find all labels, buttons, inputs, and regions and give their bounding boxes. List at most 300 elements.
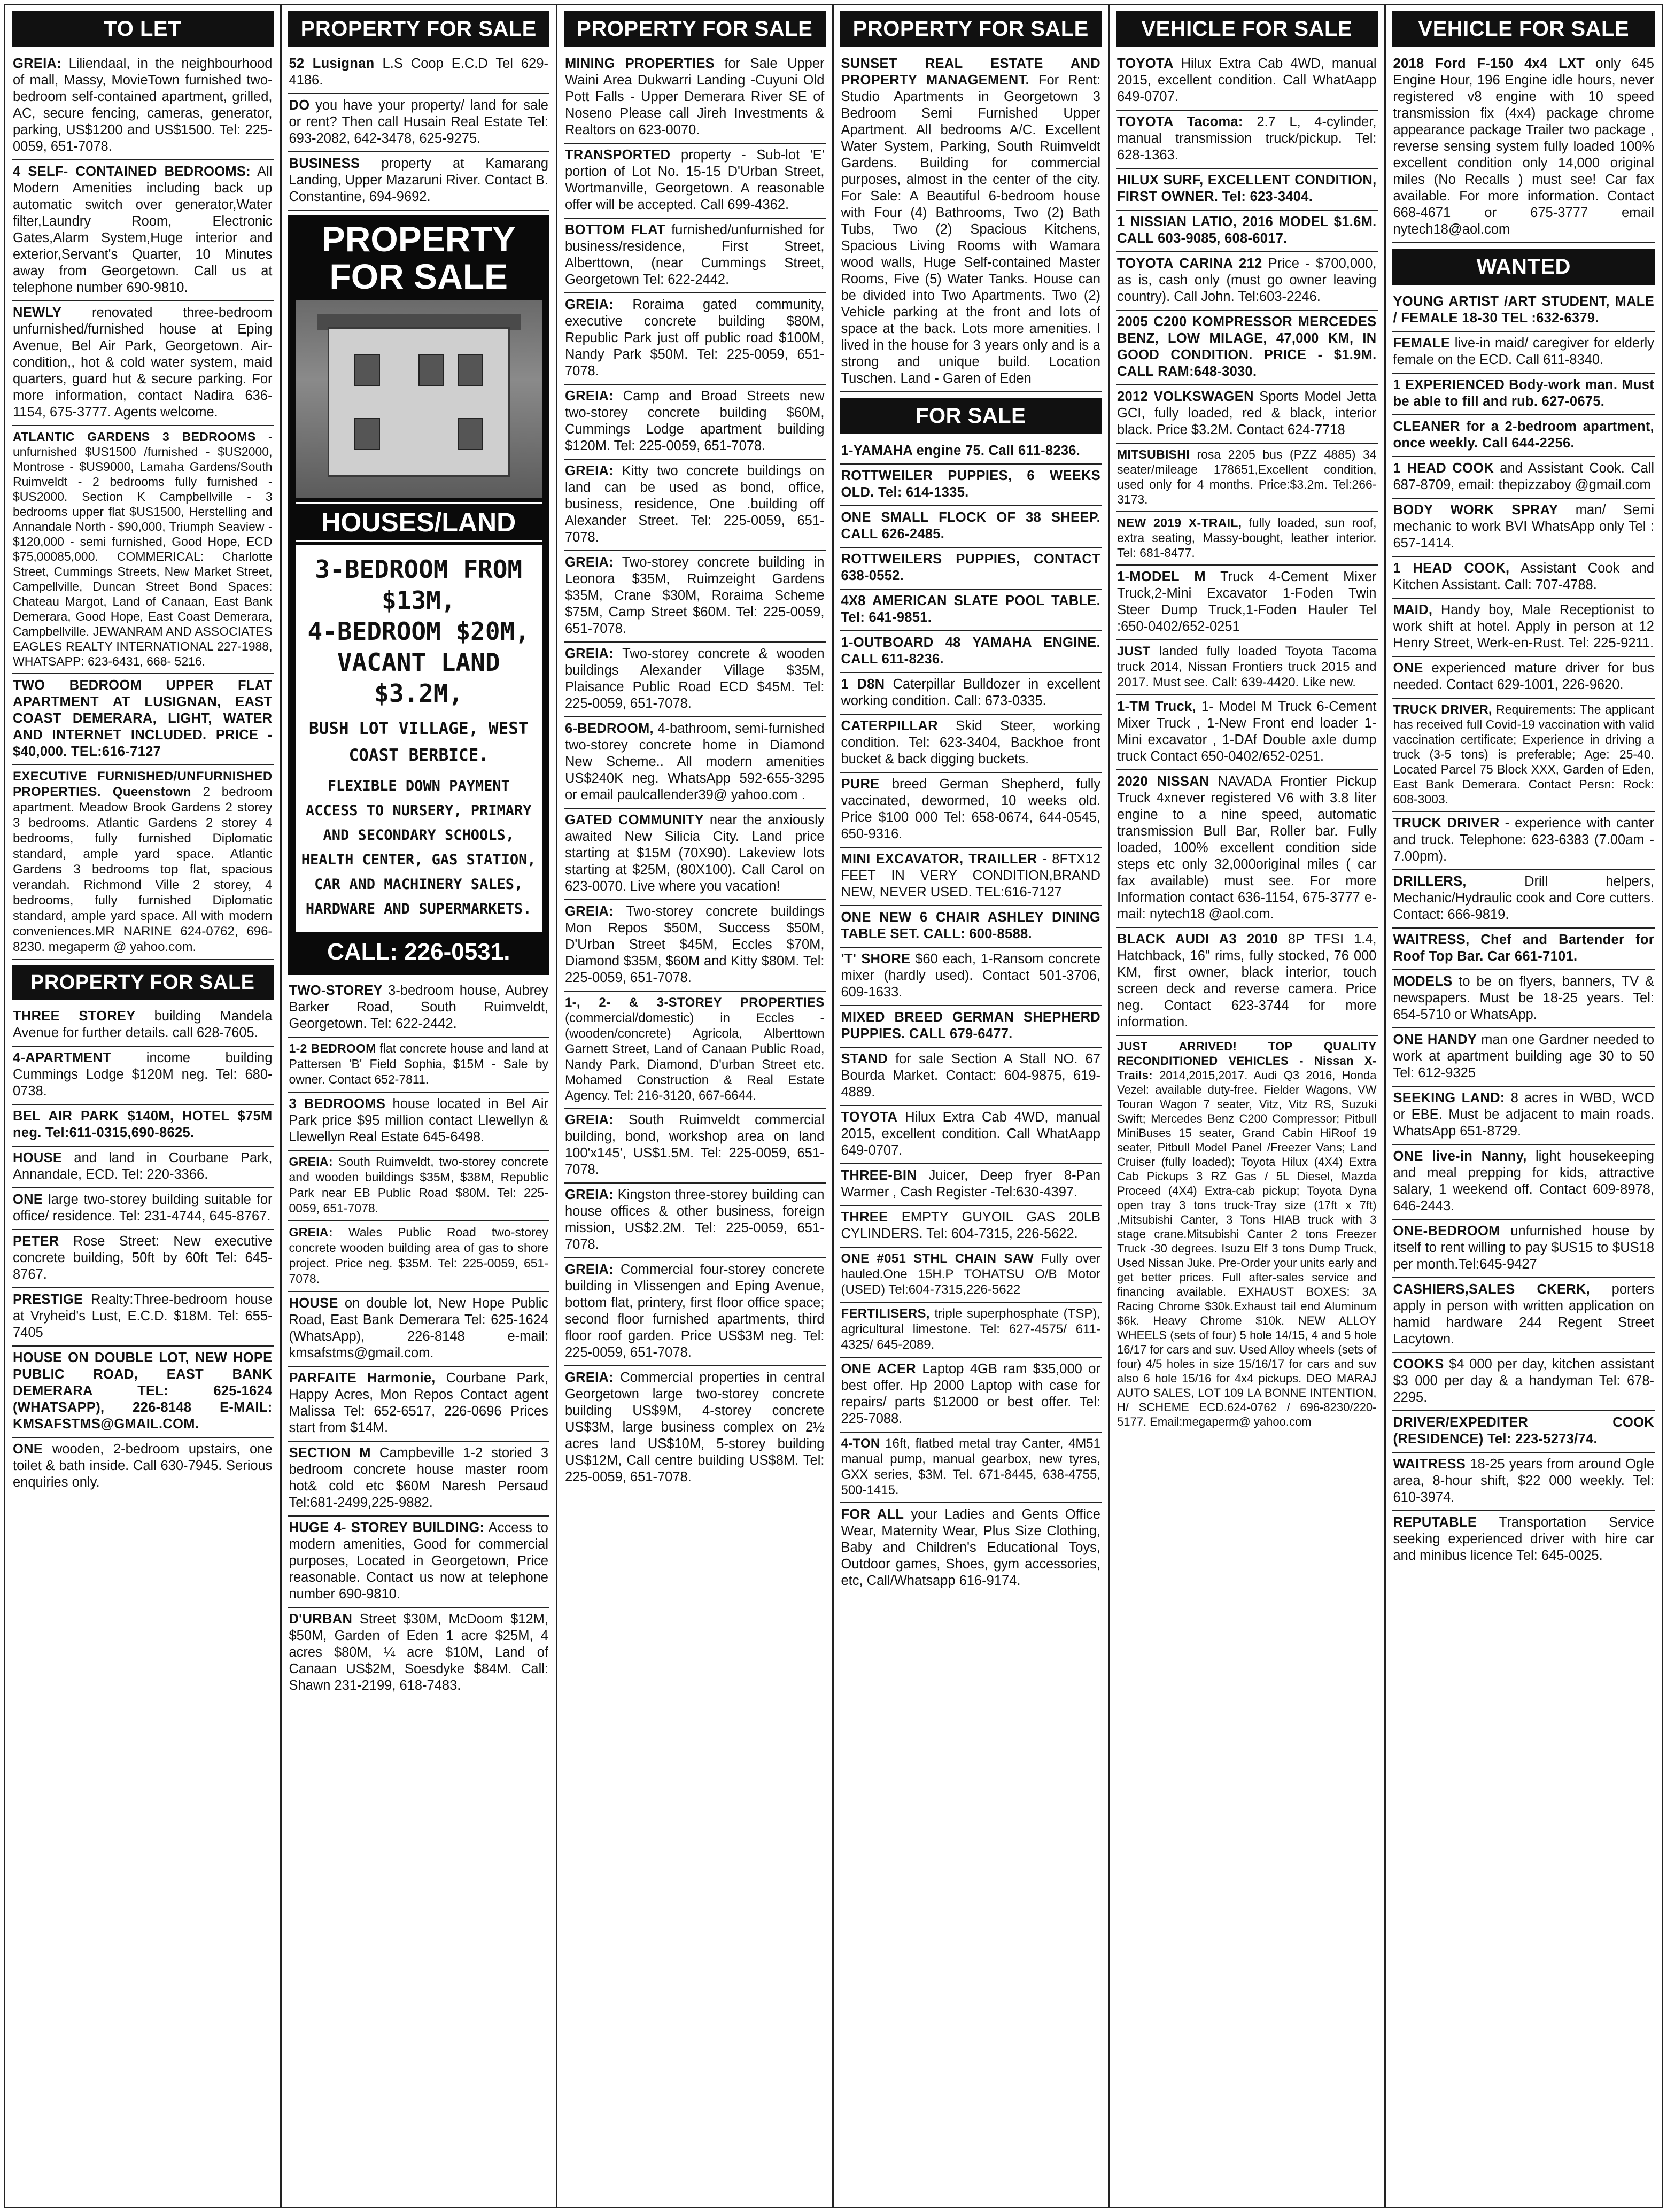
classified-ad	[840, 848, 1102, 906]
classified-ad	[1392, 929, 1656, 970]
ad-lead: BLACK AUDI A3 2010	[1117, 932, 1278, 947]
ad-lead: 4X8 AMERICAN SLATE POOL TABLE. Tel: 641-9851.	[841, 593, 1100, 625]
ad-lead: HILUX SURF, EXCELLENT CONDITION, FIRST OWNER. Tel: 623-3404.	[1117, 173, 1377, 204]
classified-ad	[564, 900, 826, 992]
ad-lead: NEWLY	[13, 305, 62, 320]
ad-lead: ONE	[13, 1192, 43, 1207]
section-header-property-for-sale: PROPERTY FOR SALE	[564, 11, 826, 47]
classified-ad	[12, 301, 274, 426]
classified-ad	[564, 1258, 826, 1366]
classified-ad	[1116, 211, 1378, 252]
ad-body: - unfurnished $US1500 /furnished - $US2000, Montrose - $US9000, Lamaha Gardens/South Ruimveldt - 2 bedrooms fully furnished - $US2000. Section K Campbellville - 3 bedrooms upper flat $US1500, Herstelling and Annandale North - $90,000, Triumph Seaview - $120,000 - semi furnished, Good Hope, ECD $75,00085,000. COMMERICAL: Charlotte Street, Cummings Streets, New Market Street, Campellville, Duncan Street Bond Spaces: Chateau Margot, Land of Canaan, East Bank Demerara, Good Hope, East Coast Demerara, Campbellville. JEWANRAM AND ASSOCIATES EAGLES REALTY INTERNATIONAL 227-1988, WHATSAPP: 623-6431, 668- 5216.	[13, 430, 273, 668]
ad-lead: ROTTWEILERS PUPPIES, CONTACT 638-0552.	[841, 552, 1100, 583]
ad-lead: HOUSE	[289, 1296, 338, 1311]
classified-ad	[1116, 566, 1378, 640]
ad-body: to be on flyers, banners, TV & newspapers. Must be 18-25 years. Tel: 654-5710 or WhatsApp.	[1393, 974, 1654, 1022]
ad-body: breed German Shepherd, fully vaccinated, dewormed, 10 weeks old. Price $100 000 Tel: 658-0674, 644-0545, 650-9316.	[841, 777, 1100, 841]
ad-body: renovated three-bedroom unfurnished/furnished house at Eping Avenue, Bel Air Park, Georgetown. Air-condition,, hot & cold water system, maid quarters, guard hut & secure parking. For more information, contact Nadira 636-1154, 675-3777. Agents welcome.	[13, 305, 273, 420]
classified-ad	[12, 426, 274, 674]
classified-ad	[288, 1151, 550, 1221]
ad-lead: 1 NISSIAN LATIO, 2016 MODEL $1.6M. CALL 603-9085, 608-6017.	[1117, 214, 1377, 246]
classified-ad	[1116, 311, 1378, 385]
classified-ad	[12, 1230, 274, 1288]
ad-body: NAVADA Frontier Pickup Truck 4xnever registered V6 with 3.8 liter engine to a nine speed, automatic transmission Bull Bar, Roller bar. Fully loaded, 100% excellent condition side steps etc only 32,000original miles ( car fax available) must see. For more Information contact 636-1154, 675-3777 e-mail: nytech18 @aol.com.	[1117, 774, 1377, 922]
ad-lead: THREE	[841, 1210, 888, 1225]
ad-body: - experience with canter and truck. Telephone: 623-6383 (7.00am - 7.00pm).	[1393, 816, 1654, 864]
ad-body: Fully over hauled.One 15H.P TOHATSU O/B Motor (USED) Tel:604-7315,226-5622	[841, 1251, 1100, 1297]
ad-body: Sports Model Jetta GCI, fully loaded, red & black, interior black. Price $3.2M. Contact 624-7718	[1117, 389, 1377, 437]
classified-ad	[840, 906, 1102, 948]
ad-body: Transportation Service seeking experienced driver with hire car and minibus licence Tel: 645-0025.	[1393, 1515, 1654, 1563]
ad-lead: GATED COMMUNITY	[565, 813, 704, 827]
house-window-shape	[458, 354, 483, 386]
ad-body: live-in maid/ caregiver for elderly female on the ECD. Call 611-8340.	[1393, 336, 1654, 367]
ad-lead: 1-YAMAHA engine 75. Call 611-8236.	[841, 443, 1081, 458]
ad-lead: ONE NEW 6 CHAIR ASHLEY DINING TABLE SET. CALL: 600-8588.	[841, 910, 1100, 941]
ad-lead: GREIA:	[13, 56, 62, 71]
classified-ad	[1116, 169, 1378, 211]
ad-body: All Modern Amenities including back up automatic switch over generator,Water filter,Laundry Room, Electronic Gates,Alarm System,Huge interior and exterior,Servant's Quarter, 10 Minutes away from Georgetown. Call us at telephone number 690-9810.	[13, 164, 273, 295]
classified-ad	[840, 52, 1102, 392]
classified-ad	[1116, 770, 1378, 928]
ad-lead: CASHIERS,SALES CKERK,	[1393, 1282, 1591, 1297]
section-header-vehicle-for-sale: VEHICLE FOR SALE	[1392, 11, 1656, 47]
classified-ad	[1116, 1036, 1378, 1433]
ad-lead: 6-BEDROOM,	[565, 721, 654, 736]
section-header-property-for-sale: PROPERTY FOR SALE	[12, 965, 274, 1000]
ad-body: Price - $700,000, as is, cash only (must go owner leaving country). Call John. Tel:603-2246.	[1117, 256, 1377, 304]
ad-lead: SUNSET REAL ESTATE AND PROPERTY MANAGEMENT.	[841, 56, 1100, 88]
ad-lead: REPUTABLE	[1393, 1515, 1477, 1530]
classified-ad	[288, 1367, 550, 1442]
ad-body: for sale Section A Stall NO. 67 Bourda Market. Contact: 604-9875, 619-4889.	[841, 1051, 1100, 1100]
ad-body: furnished/unfurnished for business/residence, First Street, Alberttown, (near Cummings Street, Georgetown Tel: 622-2442.	[565, 222, 825, 287]
classified-ad	[840, 1006, 1102, 1048]
ad-lead: GREIA:	[565, 646, 614, 661]
ad-lead: FEMALE	[1393, 336, 1451, 351]
classified-ad	[1116, 928, 1378, 1036]
ad-body: property at Kamarang Landing, Upper Mazaruni River. Contact B. Constantine, 694-9692.	[289, 156, 548, 204]
ad-lead: JUST	[1117, 644, 1151, 659]
ad-lead: 4 SELF- CONTAINED BEDROOMS:	[13, 164, 251, 179]
ad-lead: BOTTOM FLAT	[565, 222, 665, 237]
display-ad-title: PROPERTY FOR SALE	[321, 219, 516, 296]
ad-body: Handy boy, Male Receptionist to work shift at hotel. Apply in person at 12 Henry Street, Werk-en-Rust. Tel: 225-9211.	[1393, 602, 1654, 651]
classified-ad	[1392, 1278, 1656, 1353]
ad-lead: 1-, 2- & 3-STOREY PROPERTIES	[565, 995, 825, 1010]
classified-ad	[12, 1188, 274, 1230]
ad-lead: BUSINESS	[289, 156, 360, 171]
classified-ad	[12, 1438, 274, 1495]
display-ad-body	[296, 545, 542, 932]
classified-ad	[840, 1503, 1102, 1594]
ad-lead: 1-TM Truck,	[1117, 699, 1196, 714]
ad-body: Drill helpers, Mechanic/Hydraulic cook and Core cutters. Contact: 666-9819.	[1393, 874, 1654, 922]
classified-ad	[840, 673, 1102, 715]
ad-body: Commercial properties in central Georgetown large two-storey concrete building US$9M, 4-storey concrete US$3M, large business complex on 2½ acres land US$10M, 5-storey building US$12M, Call centre building US$8M. Tel: 225-0059, 651-7078.	[565, 1370, 825, 1484]
classified-ad	[564, 551, 826, 643]
ad-body: 3-bedroom house, Aubrey Barker Road, South Ruimveldt, Georgetown. Tel: 622-2442.	[289, 983, 548, 1031]
ad-body: triple superphosphate (TSP), agricultural limestone. Tel: 627-4575/ 611-4325/ 645-2089.	[841, 1306, 1100, 1352]
column-property-for-sale-2	[557, 5, 834, 2207]
ad-lead: 4-TON	[841, 1436, 880, 1451]
classified-ad	[840, 715, 1102, 773]
classified-ad	[1116, 252, 1378, 311]
ad-lead: GREIA:	[565, 297, 614, 312]
ad-lead: WAITRESS, Chef and Bartender for Roof Top Bar. Car 661-7101.	[1393, 932, 1654, 964]
classified-ad	[12, 1347, 274, 1438]
ad-lead: COOKS	[1393, 1357, 1444, 1372]
ad-body: Juicer, Deep fryer 8-Pan Warmer , Cash Register -Tel:630-4397.	[841, 1168, 1100, 1200]
ad-body: South Ruimveldt commercial building, bond, workshop area on land 100'x145', US$1.5M. Tel: 225-0059, 651-7078.	[565, 1112, 825, 1177]
classified-ad	[564, 219, 826, 293]
classified-ad	[1392, 332, 1656, 374]
ad-body: Two-storey concrete buildings Mon Repos $50M, Success $50M, D'Urban Street $45M, Eccles $70M, Diamond $35M, $60M and Kitty $80M. Tel: 225-0059, 651-7078.	[565, 904, 825, 985]
ad-body: $4 000 per day, kitchen assistant $3 000 per day & a handyman Tel: 678-2295.	[1393, 1357, 1654, 1405]
ad-lead: SEEKING LAND:	[1393, 1090, 1505, 1105]
ad-lead: JUST ARRIVED! TOP QUALITY RECONDITIONED VEHICLES - Nissan X-Trails:	[1117, 1040, 1377, 1082]
ad-body: experienced mature driver for bus needed. Contact 629-1001, 226-9620.	[1393, 661, 1654, 692]
ad-body: large two-storey building suitable for office/ residence. Tel: 231-4744, 645-8767.	[13, 1192, 273, 1224]
classified-ad	[840, 465, 1102, 506]
classified-ad	[288, 1608, 550, 1698]
ad-body: 16ft, flatbed metal tray Canter, 4M51 manual pump, manual gearbox, new tyres, GXX series, $3M. Tel. 671-8445, 638-4755, 500-1415.	[841, 1436, 1100, 1497]
ad-body: - 8FTX12 FEET IN VERY CONDITION,BRAND NEW, NEVER USED. TEL:616-7127	[841, 852, 1100, 900]
ad-lead: 2005 C200 KOMPRESSOR MERCEDES BENZ, LOW MILAGE, 47,000 KM, IN GOOD CONDITION. PRICE - $1.9M. CALL RAM:648-3030.	[1117, 314, 1377, 379]
classified-ad	[12, 1047, 274, 1105]
classified-ad	[1116, 695, 1378, 770]
classified-ad	[564, 385, 826, 460]
ad-lead: DRIVER/EXPEDITER COOK (RESIDENCE) Tel: 223-5273/74.	[1393, 1415, 1654, 1447]
ad-lead: GREIA:	[289, 1225, 333, 1239]
ad-lead: SECTION M	[289, 1445, 371, 1460]
ad-body: man one Gardner needed to work at apartment building age 30 to 50 Tel: 612-9325	[1393, 1032, 1655, 1080]
ad-lead: PURE	[841, 777, 880, 792]
classified-ad	[1116, 640, 1378, 695]
classified-ad	[1392, 1353, 1656, 1411]
ad-lead: GREIA:	[565, 1370, 614, 1385]
ad-body: on double lot, New Hope Public Road, East Bank Demerara Tel: 625-1624 (WhatsApp), 226-8148 e-mail: kmsafstms@gmail.com.	[289, 1296, 548, 1360]
ad-body: building Mandela Avenue for further details. call 628-7605.	[13, 1009, 273, 1040]
house-window-shape	[354, 418, 380, 450]
ad-lead: MITSUBISHI	[1117, 447, 1190, 461]
section-header-for-sale: FOR SALE	[840, 398, 1102, 434]
ad-lead: 1-OUTBOARD 48 YAMAHA ENGINE. CALL 611-8236.	[841, 635, 1100, 667]
classified-ad	[1392, 870, 1656, 929]
ad-lead: 4-APARTMENT	[13, 1050, 112, 1065]
classified-ad	[1392, 657, 1656, 699]
ad-lead: GREIA:	[565, 463, 614, 478]
display-ad-houses-land	[288, 215, 550, 975]
ad-lead: TOYOTA	[1117, 56, 1174, 71]
ad-body: Two-storey concrete building in Leonora $35M, Ruimzeight Gardens $35M, Crane $30M, Roraima Scheme $75M, Camp Street $60M. Tel: 225-0059, 651-7078.	[565, 555, 825, 636]
ad-lead: YOUNG ARTIST /ART STUDENT, MALE / FEMALE 18-30 TEL :632-6379.	[1393, 294, 1654, 326]
section-header-to-let: TO LET	[12, 11, 274, 47]
ad-lead: EXECUTIVE FURNISHED/UNFURNISHED PROPERTIES. Queenstown	[13, 769, 273, 799]
classified-ad	[12, 1288, 274, 1347]
classifieds-page	[4, 4, 1663, 2208]
classified-ad	[1392, 290, 1656, 332]
ad-lead: PETER	[13, 1234, 59, 1249]
ad-lead: TWO-STOREY	[289, 983, 383, 998]
display-ad-line: FLEXIBLE DOWN PAYMENT ACCESS TO NURSERY, PRIMARY AND SECONDARY SCHOOLS, HEALTH CENTER, GAS STATION, CAR AND MACHINERY SALES, HARDWARE AND SUPERMARKETS.	[301, 778, 536, 917]
ad-body: 2.7 L, 4-cylinder, manual transmission truck/pickup. Tel: 628-1363.	[1117, 114, 1377, 163]
ad-body: Street $30M, McDoom $12M, $50M, Garden of Eden 1 acre $25M, 4 acres $80M, ¼ acre $10M, Land of Canaan US$2M, Soesdyke $84M. Call: Shawn 231-2199, 618-7483.	[289, 1612, 548, 1693]
ad-body: Caterpillar Bulldozer in excellent working condition. Call: 673-0335.	[841, 677, 1101, 708]
ad-lead: PARFAITE Harmonie,	[289, 1371, 436, 1386]
ad-body: 2 bedroom apartment. Meadow Brook Gardens 2 storey 3 bedrooms. Atlantic Gardens 2 storey 4 bedrooms, fully furnished Diplomatic standard, ample yard space. Atlantic Gardens 3 bedrooms top flat, spacious verandah. Richmond Ville 2 storey, 4 bedrooms, fully furnished Diplomatic standard, ample yard space. All with modern conveniences.MR NARINE 624-0762, 696-8230. megaperm @ yahoo.com.	[13, 785, 273, 954]
classified-ad	[1116, 385, 1378, 444]
classified-ad	[1116, 512, 1378, 566]
ad-lead: TOYOTA CARINA 212	[1117, 256, 1262, 271]
classified-ad	[564, 643, 826, 717]
classified-ad	[1392, 1411, 1656, 1453]
classified-ad	[12, 765, 274, 960]
classified-ad	[288, 1221, 550, 1292]
ad-body: (commercial/domestic) in Eccles - (wooden/concrete) Agricola, Alberttown Garnett Street, Land of Canaan Public Road, Nandy Park, Diamond, D'urban Street etc. Mohamed Construction & Real Estate Agency. Tel: 216-3120, 667-6644.	[565, 1011, 825, 1103]
house-body-shape	[328, 327, 510, 477]
ad-lead: 2018 Ford F-150 4x4 LXT	[1393, 56, 1585, 71]
ad-lead: FOR ALL	[841, 1507, 904, 1522]
classified-ad	[1392, 499, 1656, 557]
classified-ad	[564, 144, 826, 219]
ad-lead: ONE	[13, 1442, 43, 1457]
ad-lead: GREIA:	[565, 904, 614, 919]
classified-ad	[564, 1366, 826, 1490]
ad-body: for Sale Upper Waini Area Dukwarri Landing -Cuyuni Old Pott Falls - Upper Demerara River SE of Noseno Please call Jireh Investments & Realtors on 623-0070.	[565, 56, 825, 137]
ad-body: porters apply in person with written application on hamid hardware 244 Regent Street Lacytown.	[1393, 1282, 1654, 1347]
ad-lead: 2012 VOLKSWAGEN	[1117, 389, 1254, 404]
column-vehicle-for-sale-1	[1110, 5, 1386, 2207]
ad-lead: 52 Lusignan	[289, 56, 375, 71]
classified-ad	[1392, 52, 1656, 243]
classified-ad	[564, 293, 826, 385]
classified-ad	[1392, 374, 1656, 415]
ad-body: Hilux Extra Cab 4WD, manual 2015, excellent condition. Call WhatAapp 649-0707.	[1117, 56, 1377, 104]
classified-ad	[840, 506, 1102, 548]
ad-lead: BODY WORK SPRAY	[1393, 502, 1559, 517]
ad-lead: DRILLERS,	[1393, 874, 1467, 889]
ad-lead: ONE	[1393, 661, 1423, 676]
ad-lead: TRUCK DRIVER	[1393, 816, 1500, 831]
ad-lead: 2020 NISSAN	[1117, 774, 1209, 789]
classified-ad	[564, 992, 826, 1109]
classified-ad	[564, 1109, 826, 1184]
ad-lead: CATERPILLAR	[841, 718, 938, 733]
classified-ad	[564, 1184, 826, 1258]
ad-body: and land in Courbane Park, Annandale, ECD. Tel: 220-3366.	[13, 1150, 273, 1182]
classified-ad	[1392, 970, 1656, 1028]
ad-lead: HOUSE ON DOUBLE LOT, NEW HOPE PUBLIC ROAD, EAST BANK DEMERARA TEL: 625-1624 (WHATSAPP), 226-8148 E-MAIL: KMSAFSTMS@GMAIL.COM.	[13, 1350, 273, 1432]
ad-body: For Rent: Studio Apartments in Georgetown 3 Bedroom Semi Furnished Upper Apartment. All bedrooms A/C. Excellent Water System, Parking, South Ruimveldt Gardens. Building for commercial purposes, almost in the center of the city. For Sale: A Beautiful 6-bedroom house with Four (4) Bathrooms, Two (2) Bath Tubs, Two (2) Spacious Kitchens, Spacious Living Rooms with Wamara wood walls, Huge Self-contained Master Rooms, Five (5) Water Tanks. House can be divided into Two Apartments. Two (2) Vehicle parking at the front and lots of space at the back. Lots more amenities. I lived in the house for 3 years only and is a strong and unique build. Location Tuschen. Land - Garen of Eden	[841, 73, 1100, 386]
classified-ad	[564, 809, 826, 900]
ad-body: Kitty two concrete buildings on land can be used as bond, office, business, residence, One .building off Alexander Street. Tel: 225-0059, 651-7078.	[565, 463, 825, 545]
ad-body: Two-storey concrete & wooden buildings Alexander Village $35M, Plaisance Public Road ECD $45M. Tel: 225-0059, 651-7078.	[565, 646, 825, 711]
house-window-shape	[458, 418, 483, 450]
ad-lead: MIXED BREED GERMAN SHEPHERD PUPPIES. CALL 679-6477.	[841, 1010, 1100, 1041]
classified-ad	[840, 548, 1102, 590]
ad-body: Commercial four-storey concrete building in Vlissengen and Eping Avenue, bottom flat, printery, first floor office space; second floor furnished apartments, third floor roof garden. Price US$3M neg. Tel: 225-0059, 651-7078.	[565, 1262, 825, 1360]
column-vehicle-wanted	[1386, 5, 1662, 2207]
classified-ad	[12, 1105, 274, 1147]
ad-body: flat concrete house and land at Pattersen 'B' Field Sophia, $15M - Sale by owner. Contact 652-7811.	[289, 1041, 548, 1086]
classified-ad	[12, 674, 274, 765]
ad-lead: TRANSPORTED	[565, 148, 671, 163]
ad-body: 2014,2015,2017. Audi Q3 2016, Honda Vezel: available duty-free. Fielder Wagons, VW Touran Wagon 7 seater, Vitz, Vitz RS, Suzuki Swift; Mercedes Benz C200 Compressor; Pitbull MiniBuses 15 seater, Grand Cabin HiRoof 19 seater, Pitbull Model Panel /Freezer Vans; Land Cruiser (fully loaded); Toyota Hilux (4X4) Extra Cab Pickups 3 RZ Gas / 5L Diesel, Mazda Proceed (4X4) Extra-cab pickup; Toyota Dyna open tray 3 tons truck-Tray size (17ft x 7ft) ,Mitsubishi Canter, 3 Tons HIAB truck with 3 stage crane.Mitsubishi Canter 2 tons Freezer Truck -30 degrees. Isuzu Elf 3 tons Dump Truck, Used Nissan Juke. Pre-Order your units early and get better prices. Full after-sales service and financing available. EXHAUST BOXES: 3A Racing Chrome $30k.Exhaust tail end Aluminum $6k. Heavy Chrome $10k. NEW ALLOY WHEELS (sets of four) 5 hole 14/15, 4 and 5 hole 16/17 for cars and suv. Used Alloy wheels (sets of four) 4/5 holes in size 15/16/17 for cars and suv also 6 hole 15/16 for 4x4 pickups. DEO MARAJ AUTO SALES, LOT 109 LA BONNE INTENTION, H/ SCHEME ECD.624-0762 / 696-8230/220-5177. Email:megaperm@ yahoo.com	[1117, 1069, 1377, 1428]
ad-lead: 1-2 BEDROOM	[289, 1041, 376, 1055]
ad-body: Requirements: The applicant has received full Covid-19 vaccination with valid vaccination certificate; Experience in driving a truck (3-5 tons) is preferable; Age: 25-40. Located Parcel 75 Block XXX, Garden of Eden, East Bank Demerara. Contact Persn: Rock: 608-3003.	[1393, 702, 1654, 806]
classified-ad	[840, 439, 1102, 465]
ad-lead: BEL AIR PARK $140M, HOTEL $75M neg. Tel:611-0315,690-8625.	[13, 1109, 273, 1140]
classified-ad	[1392, 457, 1656, 499]
classified-ad	[1116, 111, 1378, 169]
classified-ad	[1392, 599, 1656, 657]
ad-body: unfurnished house by itself to rent willing to pay $US15 to $US18 per month.Tel:645-9427	[1393, 1224, 1654, 1272]
ad-lead: HUGE 4- STOREY BUILDING:	[289, 1520, 485, 1535]
ad-body: L.S Coop E.C.D Tel 629-4186.	[289, 56, 548, 88]
classified-ad	[564, 460, 826, 551]
classified-ad	[840, 948, 1102, 1006]
ad-body: Camp and Broad Streets new two-storey concrete building $60M, Cummings Lodge apartment building $120M. Tel: 225-0059, 651-7078.	[565, 389, 825, 453]
ad-body: 4-bathroom, semi-furnished two-storey concrete home in Diamond New Scheme.. All modern amenities US$240K neg. WhatsApp 592-655-3295 or email paulcallender39@ yahoo.com .	[565, 721, 825, 802]
classified-ad	[1392, 415, 1656, 457]
classified-ad	[1392, 1087, 1656, 1145]
display-ad-line: 4-BEDROOM $20M,	[307, 617, 530, 646]
ad-body: property - Sub-lot 'E' portion of Lot No. 15-15 D'Urban Street, Wortmanville, Georgetown. A reasonable offer will be accepted. Call 699-4362.	[565, 148, 825, 212]
ad-lead: GREIA:	[565, 389, 614, 404]
ad-lead: NEW 2019 X-TRAIL,	[1117, 516, 1242, 530]
classified-ad	[288, 1292, 550, 1367]
ad-lead: 1 HEAD COOK	[1393, 461, 1494, 476]
section-header-property-for-sale: PROPERTY FOR SALE	[840, 11, 1102, 47]
ad-lead: STAND	[841, 1051, 888, 1066]
section-header-property-for-sale: PROPERTY FOR SALE	[288, 11, 550, 47]
classified-ad	[12, 52, 274, 160]
classified-ad	[564, 52, 826, 144]
column-property-and-for-sale	[834, 5, 1110, 2207]
classified-ad	[288, 152, 550, 211]
house-photo	[296, 300, 542, 498]
ad-lead: MODELS	[1393, 974, 1453, 989]
classified-ad	[1392, 812, 1656, 870]
ad-lead: THREE STOREY	[13, 1009, 136, 1024]
ad-lead: ONE live-in Nanny,	[1393, 1149, 1527, 1164]
ad-lead: PRESTIGE	[13, 1292, 83, 1307]
classified-ad	[840, 590, 1102, 631]
ad-lead: THREE-BIN	[841, 1168, 917, 1183]
display-ad-band: HOUSES/LAND	[296, 502, 542, 542]
ad-lead: GREIA:	[565, 1112, 614, 1127]
classified-ad	[840, 1433, 1102, 1503]
classified-ad	[1392, 557, 1656, 599]
ad-lead: DO	[289, 98, 310, 113]
ad-lead: ONE SMALL FLOCK OF 38 SHEEP. CALL 626-2485.	[841, 510, 1100, 542]
ad-lead: D'URBAN	[289, 1612, 353, 1627]
display-ad-line: VACANT LAND $3.2M,	[337, 648, 500, 708]
classified-ad	[288, 979, 550, 1038]
ad-body: Skid Steer, working condition. Tel: 623-3404, Backhoe front bucket & back digging buckets.	[841, 718, 1100, 767]
classified-ad	[1392, 699, 1656, 812]
classified-ad	[1116, 444, 1378, 512]
ad-body: Courbane Park, Happy Acres, Mon Repos Contact agent Malissa Tel: 652-6517, 226-0696 Prices start from $14M.	[289, 1371, 549, 1435]
ad-body: Hilux Extra Cab 4WD, manual 2015, excellent condition. Call WhatAapp 649-0707.	[841, 1110, 1100, 1158]
ad-body: rosa 2205 bus (PZZ 4885) 34 seater/mileage 178651,Excellent condition, used only for 4 months. Price:$3.2m. Tel:266-3173.	[1117, 447, 1377, 506]
classified-ad	[840, 1248, 1102, 1303]
classified-ad	[840, 1358, 1102, 1433]
ad-body: Laptop 4GB ram $35,000 or best offer. Hp 2000 Laptop with case for repairs/ parts $12000 or best offer. Tel: 225-7088.	[841, 1362, 1100, 1426]
ad-lead: ONE HANDY	[1393, 1032, 1477, 1047]
classified-ad	[840, 631, 1102, 673]
ad-lead: 'T' SHORE	[841, 952, 911, 966]
ad-lead: TRUCK DRIVER,	[1393, 702, 1492, 716]
ad-body: Liliendaal, in the neighbourhood of mall, Massy, MovieTown furnished two-bedroom self-contained apartment, grilled, AC, secure fencing, cameras, generator, parking, US$1200 and US$1500. Tel: 225-0059, 651-7078.	[13, 56, 273, 154]
classified-ad	[288, 1517, 550, 1608]
classified-ad	[564, 717, 826, 809]
ad-body: $60 each, 1-Ransom concrete mixer (hardly used). Contact 501-3706, 609-1633.	[841, 952, 1101, 1000]
ad-body: EMPTY GUYOIL GAS 20LB CYLINDERS. Tel: 604-7315, 226-5622.	[841, 1210, 1100, 1241]
ad-body: Assistant Cook and Kitchen Assistant. Call: 707-4788.	[1393, 561, 1654, 592]
ad-lead: 1 EXPERIENCED Body-work man. Must be able to fill and rub. 627-0675.	[1393, 377, 1654, 409]
ad-lead: 1 D8N	[841, 677, 885, 692]
ad-body: Rose Street: New executive concrete building, 50ft by 60ft Tel: 645-8767.	[13, 1234, 273, 1282]
classified-ad	[288, 1038, 550, 1093]
ad-body: 8 acres in WBD, WCD or EBE. Must be adjacent to main roads. WhatsApp 651-8729.	[1393, 1090, 1654, 1139]
ad-body: house located in Bel Air Park price $95 million contact Llewellyn & Llewellyn Real Estate 645-6498.	[289, 1096, 548, 1144]
classified-ad	[840, 773, 1102, 848]
ad-lead: ATLANTIC GARDENS 3 BEDROOMS	[13, 430, 256, 444]
ad-body: 18-25 years from around Ogle area, 8-hour shift, $22 000 weekly. Tel: 610-3974.	[1393, 1457, 1654, 1505]
section-header-wanted: WANTED	[1392, 249, 1656, 285]
classified-ad	[1392, 1511, 1656, 1568]
ad-body: man/ Semi mechanic to work BVI WhatsApp only Tel : 657-1414.	[1393, 502, 1654, 551]
column-property-for-sale-1	[282, 5, 558, 2207]
ad-body: Truck 4-Cement Mixer Truck,2-Mini Excavator 1-Foden Twin Steer Dump Truck,1-Foden Hauler Tel :650-0402/652-0251	[1117, 569, 1377, 634]
display-ad-line: 3-BEDROOM FROM $13M,	[315, 555, 523, 615]
ad-lead: 1-MODEL M	[1117, 569, 1206, 584]
classified-ad	[12, 1005, 274, 1047]
house-window-shape	[418, 354, 444, 386]
display-ad-phone: CALL: 226-0531.	[327, 939, 510, 965]
classified-ad	[1392, 1028, 1656, 1087]
classified-ad	[840, 1164, 1102, 1206]
ad-lead: FERTILISERS,	[841, 1306, 930, 1321]
ad-lead: TOYOTA Tacoma:	[1117, 114, 1243, 129]
ad-body: you have your property/ land for sale or rent? Then call Husain Real Estate Tel: 693-2082, 642-3478, 625-9275.	[289, 98, 548, 146]
classified-ad	[840, 1303, 1102, 1358]
ad-lead: 1 HEAD COOK,	[1393, 561, 1510, 576]
ad-body: Roraima gated community, executive concrete building $80M, Republic Park just off public road $100M, Nandy Park $50M. Tel: 225-0059, 651-7078.	[565, 297, 825, 378]
classified-ad	[288, 1093, 550, 1151]
classified-ad	[1392, 1453, 1656, 1511]
column-to-let	[5, 5, 282, 2207]
classified-ad	[1392, 1220, 1656, 1278]
ad-body: South Ruimveldt, two-storey concrete and wooden buildings $35M, $38M, Republic Park near EB Public Road $80M. Tel: 225-0059, 651-7078.	[289, 1155, 548, 1215]
section-header-vehicle-for-sale: VEHICLE FOR SALE	[1116, 11, 1378, 47]
classified-ad	[288, 1442, 550, 1517]
ad-lead: GREIA:	[565, 555, 614, 570]
classified-ad	[288, 52, 550, 94]
ad-body: Kingston three-storey building can house offices & other business, foreign mission, US$2.2M. Tel: 225-0059, 651-7078.	[565, 1187, 825, 1252]
ad-lead: ROTTWEILER PUPPIES, 6 WEEKS OLD. Tel: 614-1335.	[841, 468, 1100, 500]
classified-ad	[840, 1106, 1102, 1164]
ad-lead: 3 BEDROOMS	[289, 1096, 386, 1111]
ad-body: landed fully loaded Toyota Tacoma truck 2014, Nissan Frontiers truck 2015 and 2017. Must see. Call: 639-4420. Like new.	[1117, 644, 1377, 690]
ad-lead: MINING PROPERTIES	[565, 56, 715, 71]
ad-lead: TWO BEDROOM UPPER FLAT APARTMENT AT LUSIGNAN, EAST COAST DEMERARA, LIGHT, WATER AND INTERNET INCLUDED. PRICE - $40,000. TEL:616-7127	[13, 678, 273, 759]
ad-body: income building Cummings Lodge $120M neg. Tel: 680-0738.	[13, 1050, 273, 1099]
ad-body: Wales Public Road two-storey concrete wooden building area of gas to shore project. Price neg. $35M. Tel: 225-0059, 651-7078.	[289, 1225, 548, 1286]
ad-body: Access to modern amenities, Good for commercial purposes, Located in Georgetown, Price reasonable. Contact us now at telephone number 690-9810.	[289, 1520, 548, 1602]
